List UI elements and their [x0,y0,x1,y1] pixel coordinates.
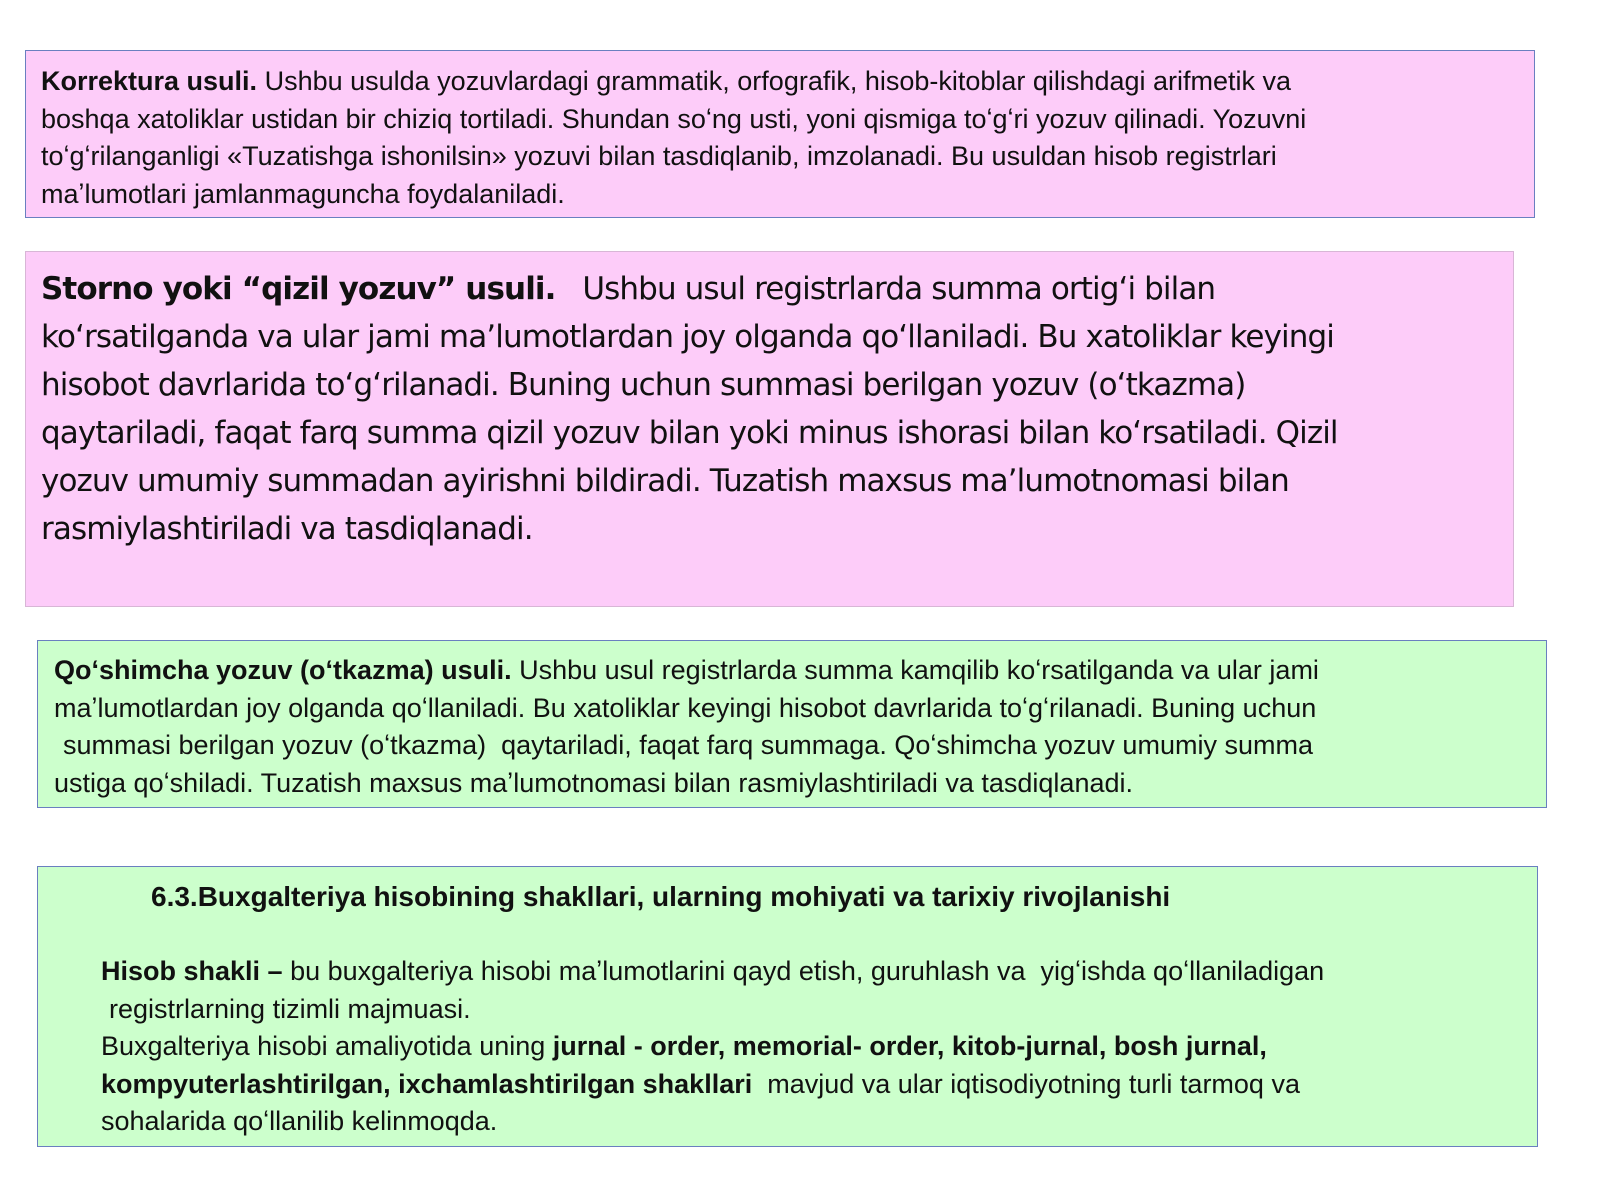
definition-term: Hisob shakli – [101,956,283,986]
qoshimcha-title: Qoʻshimcha yozuv (oʻtkazma) usuli. [54,655,512,685]
storno-section [25,251,1514,607]
qoshimcha-line-2: maʼlumotlardan joy olganda qoʻllaniladi. Bu xatoliklar keyingi hisobot davrlarida toʻgʻrilanadi. Buning uchun [54,692,1317,723]
korrektura-line-1 [41,63,1519,101]
korrektura-line-3: toʻgʻrilanganligi «Tuzatishga ishonilsin» yozuvi bilan tasdiqlanib, imzolanadi. Bu usuldan hisob registrlari [41,141,1277,171]
qoshimcha-section [37,640,1547,808]
korrektura-line-4: maʼlumotlari jamlanmaguncha foydalaniladi. [41,178,565,209]
korrektura-section [25,50,1535,218]
practice-forms-list: jurnal - order, memorial- order, kitob-jurnal, bosh jurnal, [552,1031,1267,1061]
practice-text-start: Buxgalteriya hisobi amaliyotida uning [101,1031,553,1061]
definition-line-2: registrlarning tizimli majmuasi. [109,993,471,1024]
storno-line-1 [41,265,1498,313]
qoshimcha-text: Ushbu usul registrlarda summa kamqilib koʻrsatilganda va ular jami [511,655,1319,685]
practice-forms-list-cont: kompyuterlashtirilgan, ixchamlashtirilgan shakllari [101,1068,753,1099]
qoshimcha-line-1 [54,652,1531,690]
qoshimcha-line-3: summasi berilgan yozuv (oʻtkazma) qaytariladi, faqat farq summaga. Qoʻshimcha yozuv umumiy summa [63,730,1313,760]
qoshimcha-line-4: ustiga qoʻshiladi. Tuzatish maxsus maʼlumotnomasi bilan rasmiylashtiriladi va tasdiqlanadi. [54,767,1133,798]
practice-line-3: sohalarida qoʻllanilib kelinmoqda. [101,1106,498,1136]
section-heading: 6.3.Buxgalteriya hisobining shakllari, ularning mohiyati va tarixiy rivojlanishi [151,881,1171,912]
practice-line-2 [101,1066,1522,1104]
spacer [101,916,1522,954]
practice-line-1 [101,1028,1522,1066]
storno-line-5: yozuv umumiy summadan ayirishni bildiradi. Tuzatish maxsus maʼlumotnomasi bilan [41,463,1289,499]
storno-line-4: qaytariladi, faqat farq summa qizil yozuv bilan yoki minus ishorasi bilan koʻrsatiladi. Qizil [41,415,1338,451]
storno-line-6: rasmiylashtiriladi va tasdiqlanadi. [41,511,533,547]
korrektura-title: Korrektura usuli. [41,66,258,96]
korrektura-line-2: boshqa xatoliklar ustidan bir chiziq tortiladi. Shundan soʻng usti, yoni qismiga toʻgʻri yozuv qilinadi. Yozuvni [41,103,1307,134]
practice-text-rest: mavjud va ular iqtisodiyotning turli tarmoq va [752,1068,1300,1099]
storno-line-3: hisobot davrlarida toʻgʻrilanadi. Buning uchun summasi berilgan yozuv (oʻtkazma) [41,367,1246,403]
korrektura-text: Ushbu usulda yozuvlardagi grammatik, orfografik, hisob-kitoblar qilishdagi arifmetik va [257,66,1292,96]
storno-line-2: koʻrsatilganda va ular jami maʼlumotlardan joy olganda qoʻllaniladi. Bu xatoliklar keyingi [41,319,1334,355]
storno-title: Storno yoki “qizil yozuv” usuli. [41,271,556,307]
definition-line-1 [101,953,1522,991]
storno-text: Ushbu usul registrlarda summa ortigʻi bilan [555,271,1216,307]
definition-text: bu buxgalteriya hisobi maʼlumotlarini qayd etish, guruhlash va yigʻishda qoʻllaniladigan [282,956,1325,986]
hisob-shakllari-section [37,866,1538,1147]
